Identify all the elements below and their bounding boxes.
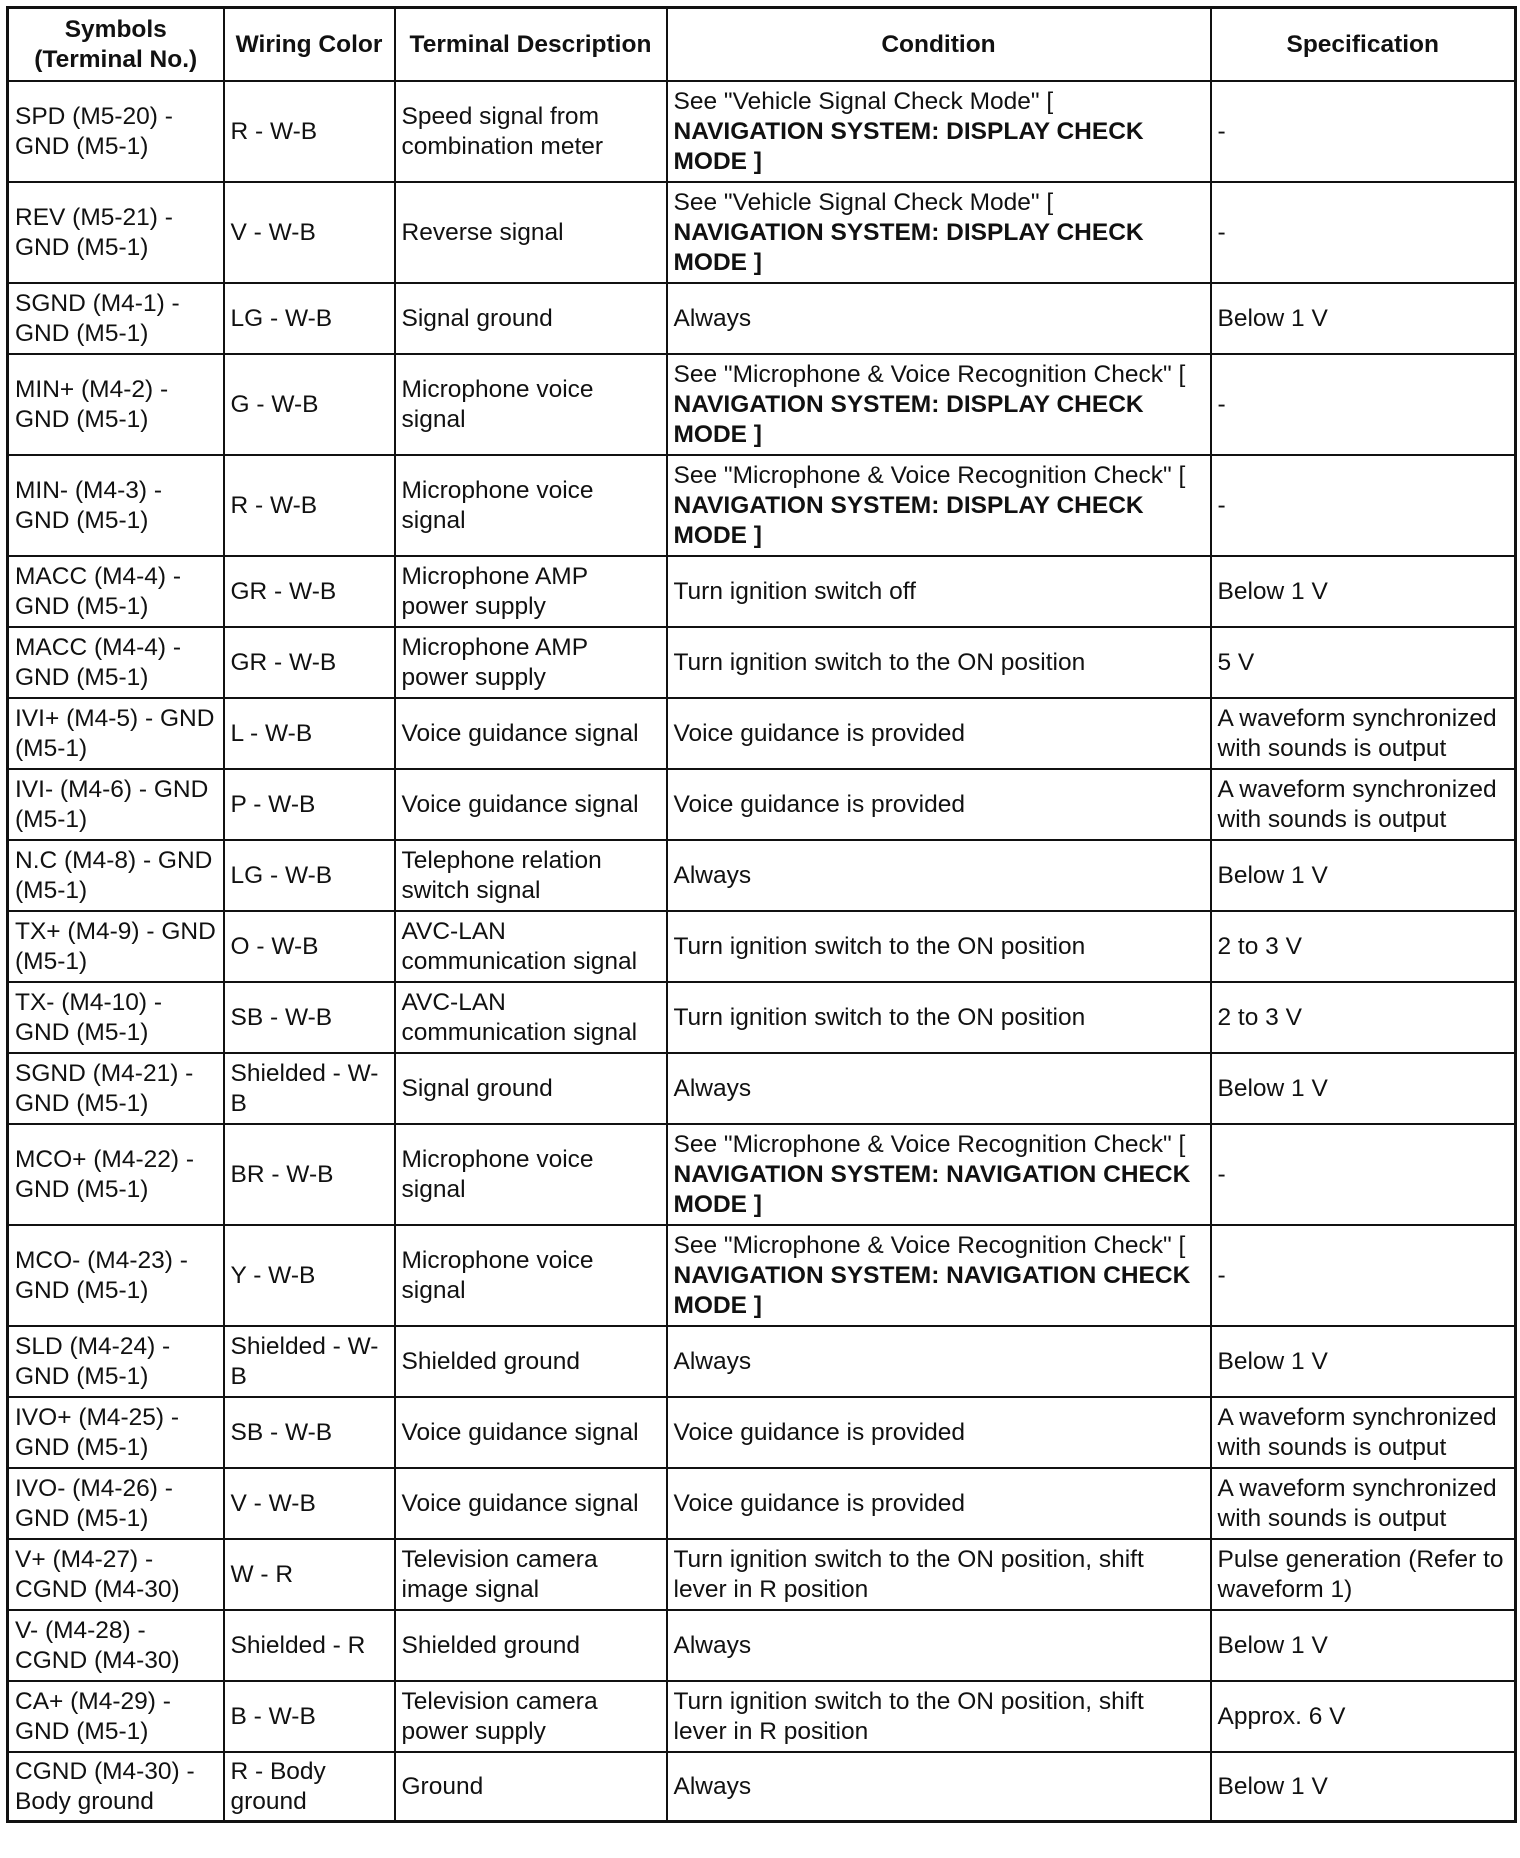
condition-cell: Always — [667, 1610, 1211, 1681]
specification-cell: - — [1211, 354, 1516, 455]
wiring-color-cell: W - R — [224, 1539, 395, 1610]
terminal-description-cell: Ground — [395, 1752, 667, 1822]
symbols-cell: V+ (M4-27) - CGND (M4-30) — [8, 1539, 224, 1610]
symbols-cell: CGND (M4-30) - Body ground — [8, 1752, 224, 1822]
condition-cell: Turn ignition switch to the ON position, shift lever in R position — [667, 1539, 1211, 1610]
symbols-cell: N.C (M4-8) - GND (M5-1) — [8, 840, 224, 911]
specification-cell: Below 1 V — [1211, 1326, 1516, 1397]
specification-cell: Approx. 6 V — [1211, 1681, 1516, 1752]
wiring-color-cell: P - W-B — [224, 769, 395, 840]
condition-cell: Turn ignition switch off — [667, 556, 1211, 627]
terminal-description-cell: Television camera power supply — [395, 1681, 667, 1752]
terminal-inspection-table — [6, 6, 1517, 1823]
terminal-description-cell: Telephone relation switch signal — [395, 840, 667, 911]
table-row — [8, 354, 1516, 455]
condition-reference: NAVIGATION SYSTEM: DISPLAY CHECK MODE ] — [673, 117, 1144, 175]
wiring-color-cell: V - W-B — [224, 1468, 395, 1539]
specification-cell: Pulse generation (Refer to waveform 1) — [1211, 1539, 1516, 1610]
condition-reference: NAVIGATION SYSTEM: NAVIGATION CHECK MODE ] — [673, 1261, 1191, 1319]
condition-cell: Voice guidance is provided — [667, 1468, 1211, 1539]
terminal-description-cell: Voice guidance signal — [395, 1397, 667, 1468]
condition-reference: NAVIGATION SYSTEM: DISPLAY CHECK MODE ] — [673, 491, 1144, 549]
symbols-cell: SPD (M5-20) - GND (M5-1) — [8, 81, 224, 182]
table-row — [8, 1326, 1516, 1397]
specification-cell: Below 1 V — [1211, 1752, 1516, 1822]
header-specification: Specification — [1211, 8, 1516, 82]
terminal-description-cell: Shielded ground — [395, 1610, 667, 1681]
symbols-cell: MACC (M4-4) - GND (M5-1) — [8, 627, 224, 698]
table-row — [8, 1539, 1516, 1610]
terminal-description-cell: AVC-LAN communication signal — [395, 911, 667, 982]
symbols-cell: REV (M5-21) - GND (M5-1) — [8, 182, 224, 283]
condition-cell: Always — [667, 1053, 1211, 1124]
condition-cell — [667, 455, 1211, 556]
table-row — [8, 769, 1516, 840]
specification-cell: Below 1 V — [1211, 840, 1516, 911]
symbols-cell: TX+ (M4-9) - GND (M5-1) — [8, 911, 224, 982]
table-row — [8, 627, 1516, 698]
table-row — [8, 182, 1516, 283]
terminal-description-cell: Television camera image signal — [395, 1539, 667, 1610]
condition-text: See "Vehicle Signal Check Mode" [ — [673, 87, 1054, 115]
table-row — [8, 1053, 1516, 1124]
specification-cell: - — [1211, 182, 1516, 283]
terminal-description-cell: Microphone voice signal — [395, 1124, 667, 1225]
condition-cell: Turn ignition switch to the ON position — [667, 627, 1211, 698]
specification-cell: - — [1211, 81, 1516, 182]
terminal-description-cell: Shielded ground — [395, 1326, 667, 1397]
table-row — [8, 982, 1516, 1053]
table-row — [8, 698, 1516, 769]
table-row — [8, 283, 1516, 354]
wiring-color-cell: O - W-B — [224, 911, 395, 982]
wiring-color-cell: V - W-B — [224, 182, 395, 283]
condition-text: See "Vehicle Signal Check Mode" [ — [673, 188, 1054, 216]
specification-cell: Below 1 V — [1211, 283, 1516, 354]
table-row — [8, 840, 1516, 911]
symbols-cell: MIN+ (M4-2) - GND (M5-1) — [8, 354, 224, 455]
table-row — [8, 1610, 1516, 1681]
symbols-cell: CA+ (M4-29) - GND (M5-1) — [8, 1681, 224, 1752]
wiring-color-cell: B - W-B — [224, 1681, 395, 1752]
header-wiring-color: Wiring Color — [224, 8, 395, 82]
condition-cell — [667, 1225, 1211, 1326]
symbols-cell: IVO+ (M4-25) - GND (M5-1) — [8, 1397, 224, 1468]
specification-cell: A waveform synchronized with sounds is output — [1211, 698, 1516, 769]
symbols-cell: V- (M4-28) - CGND (M4-30) — [8, 1610, 224, 1681]
condition-text: See "Microphone & Voice Recognition Check" [ — [673, 1231, 1186, 1259]
header-symbols: Symbols (Terminal No.) — [8, 8, 224, 82]
wiring-color-cell: G - W-B — [224, 354, 395, 455]
terminal-description-cell: Reverse signal — [395, 182, 667, 283]
symbols-cell: TX- (M4-10) - GND (M5-1) — [8, 982, 224, 1053]
condition-cell: Turn ignition switch to the ON position — [667, 911, 1211, 982]
specification-cell: A waveform synchronized with sounds is output — [1211, 769, 1516, 840]
wiring-color-cell: SB - W-B — [224, 1397, 395, 1468]
symbols-cell: SGND (M4-21) - GND (M5-1) — [8, 1053, 224, 1124]
symbols-cell: IVO- (M4-26) - GND (M5-1) — [8, 1468, 224, 1539]
symbols-cell: SGND (M4-1) - GND (M5-1) — [8, 283, 224, 354]
table-row — [8, 1225, 1516, 1326]
condition-cell: Turn ignition switch to the ON position — [667, 982, 1211, 1053]
condition-text: See "Microphone & Voice Recognition Check" [ — [673, 360, 1186, 388]
specification-cell: 2 to 3 V — [1211, 982, 1516, 1053]
wiring-color-cell: Shielded - W-B — [224, 1053, 395, 1124]
symbols-cell: SLD (M4-24) - GND (M5-1) — [8, 1326, 224, 1397]
condition-cell: Turn ignition switch to the ON position, shift lever in R position — [667, 1681, 1211, 1752]
terminal-description-cell: Microphone AMP power supply — [395, 556, 667, 627]
specification-cell: A waveform synchronized with sounds is output — [1211, 1397, 1516, 1468]
condition-reference: NAVIGATION SYSTEM: DISPLAY CHECK MODE ] — [673, 390, 1144, 448]
terminal-description-cell: Microphone voice signal — [395, 455, 667, 556]
terminal-description-cell: Voice guidance signal — [395, 1468, 667, 1539]
wiring-color-cell: BR - W-B — [224, 1124, 395, 1225]
condition-cell: Always — [667, 1752, 1211, 1822]
condition-cell — [667, 182, 1211, 283]
wiring-color-cell: R - W-B — [224, 455, 395, 556]
wiring-color-cell: Shielded - W-B — [224, 1326, 395, 1397]
condition-cell: Always — [667, 840, 1211, 911]
condition-cell: Voice guidance is provided — [667, 769, 1211, 840]
condition-text: See "Microphone & Voice Recognition Check" [ — [673, 1130, 1186, 1158]
specification-cell: - — [1211, 1124, 1516, 1225]
terminal-description-cell: Signal ground — [395, 283, 667, 354]
condition-cell: Always — [667, 283, 1211, 354]
symbols-cell: IVI+ (M4-5) - GND (M5-1) — [8, 698, 224, 769]
terminal-description-cell: Microphone AMP power supply — [395, 627, 667, 698]
table-row — [8, 455, 1516, 556]
table-row — [8, 1468, 1516, 1539]
wiring-color-cell: Y - W-B — [224, 1225, 395, 1326]
terminal-description-cell: Voice guidance signal — [395, 698, 667, 769]
table-body — [8, 81, 1516, 1822]
table-row — [8, 556, 1516, 627]
symbols-cell: MIN- (M4-3) - GND (M5-1) — [8, 455, 224, 556]
symbols-cell: MCO+ (M4-22) - GND (M5-1) — [8, 1124, 224, 1225]
condition-reference: NAVIGATION SYSTEM: NAVIGATION CHECK MODE ] — [673, 1160, 1191, 1218]
specification-cell: 2 to 3 V — [1211, 911, 1516, 982]
condition-text: See "Microphone & Voice Recognition Check" [ — [673, 461, 1186, 489]
wiring-color-cell: SB - W-B — [224, 982, 395, 1053]
condition-cell — [667, 81, 1211, 182]
table-row — [8, 1124, 1516, 1225]
specification-cell: - — [1211, 1225, 1516, 1326]
header-row — [8, 8, 1516, 82]
specification-cell: Below 1 V — [1211, 556, 1516, 627]
specification-cell: A waveform synchronized with sounds is output — [1211, 1468, 1516, 1539]
terminal-description-cell: AVC-LAN communication signal — [395, 982, 667, 1053]
symbols-cell: MACC (M4-4) - GND (M5-1) — [8, 556, 224, 627]
condition-cell — [667, 354, 1211, 455]
wiring-color-cell: GR - W-B — [224, 627, 395, 698]
condition-cell: Voice guidance is provided — [667, 1397, 1211, 1468]
terminal-description-cell: Voice guidance signal — [395, 769, 667, 840]
symbols-cell: MCO- (M4-23) - GND (M5-1) — [8, 1225, 224, 1326]
wiring-color-cell: GR - W-B — [224, 556, 395, 627]
table-row — [8, 1752, 1516, 1822]
symbols-cell: IVI- (M4-6) - GND (M5-1) — [8, 769, 224, 840]
header-condition: Condition — [667, 8, 1211, 82]
specification-cell: 5 V — [1211, 627, 1516, 698]
terminal-description-cell: Microphone voice signal — [395, 1225, 667, 1326]
terminal-description-cell: Speed signal from combination meter — [395, 81, 667, 182]
wiring-color-cell: LG - W-B — [224, 283, 395, 354]
wiring-color-cell: LG - W-B — [224, 840, 395, 911]
table-row — [8, 1397, 1516, 1468]
condition-reference: NAVIGATION SYSTEM: DISPLAY CHECK MODE ] — [673, 218, 1144, 276]
table-row — [8, 911, 1516, 982]
wiring-color-cell: Shielded - R — [224, 1610, 395, 1681]
condition-cell — [667, 1124, 1211, 1225]
terminal-description-cell: Microphone voice signal — [395, 354, 667, 455]
condition-cell: Always — [667, 1326, 1211, 1397]
table-row — [8, 81, 1516, 182]
wiring-color-cell: R - W-B — [224, 81, 395, 182]
specification-cell: Below 1 V — [1211, 1053, 1516, 1124]
header-terminal-description: Terminal Description — [395, 8, 667, 82]
specification-cell: - — [1211, 455, 1516, 556]
wiring-color-cell: L - W-B — [224, 698, 395, 769]
table-row — [8, 1681, 1516, 1752]
specification-cell: Below 1 V — [1211, 1610, 1516, 1681]
terminal-description-cell: Signal ground — [395, 1053, 667, 1124]
condition-cell: Voice guidance is provided — [667, 698, 1211, 769]
wiring-color-cell: R - Body ground — [224, 1752, 395, 1822]
